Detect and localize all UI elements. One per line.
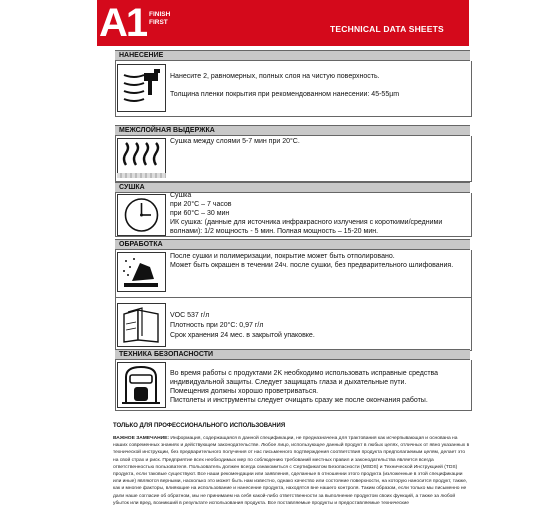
book-icon: [117, 303, 166, 347]
storage-line-1: VOC 537 г/л: [170, 312, 210, 319]
flash-line-1: Сушка между слоями 5-7 мин при 20°C.: [170, 138, 300, 145]
section-header-application: [115, 50, 470, 61]
drying-line-3: при 60°C – 30 мин: [170, 210, 230, 217]
drying-line-4: ИК сушка: (данные для источника инфракрасного излучения с короткими/средними: [170, 219, 443, 226]
section-title: ТЕХНИКА БЕЗОПАСНОСТИ: [119, 351, 214, 358]
disclaimer-body: Информация, содержащаяся в данной спецификации, не предназначена для трактования как исчерпывающая и основана на наших современных знаниях и действующем законодательстве. Любое лицо, использующее данный продукт в любых целях, отличных от явно указанных в технической инструкции, без предварительного получения от нас письменного подтверждения соответствия продукта предполагаемым целям, делает это на свой страх и риск. Предприятие всех необходимых мер по соблюдению требований местных правил и законодательства является всегда ответственностью пользователя. Пользователь должен всегда ознакомиться с Сертификатом Безопасности (MSDS) и Технической Инструкцией (TDS) продукта, если таковые существуют. Все наши рекомендации или заявления, сделанные в отношении этого продукта (изложенные в этой спецификации или иные) являются верными, насколько это может быть нам известно, однако качество или состояние поверхности, на которую наносится продукт, также, как и многие факторы, влияющие на использование и нанесение продукта, находятся вне нашего контроля. Таким образом, если только мы письменно не дали наше согласие об обратном, мы не принимаем на себя какой-либо ответственности за выполнение продуктом своих функций, а также за любой убыток или вред, возникший в результате использования продукта. Все поставляемые продукты и предоставляемые технические: [113, 436, 470, 506]
section-body-storage: [115, 297, 472, 351]
brand-logo: A1: [99, 1, 147, 45]
section-body-application: [115, 61, 472, 117]
drying-line-2: при 20°C – 7 часов: [170, 201, 232, 208]
tagline-line-2: FIRST: [149, 19, 168, 26]
safety-line-4: Пистолеты и инструменты следует очищать сразу же после окончания работы.: [170, 397, 428, 404]
section-title: НАНЕСЕНИЕ: [119, 52, 164, 59]
clock-icon: [117, 194, 166, 236]
section-header-drying: [115, 182, 470, 193]
respirator-mask-icon: [117, 362, 166, 408]
drying-line-5: волнами): 1/2 мощность - 5 мин. Полная мощность – 15-20 мин.: [170, 228, 379, 235]
application-line-1: Нанесите 2, равномерных, полных слоя на чистую поверхность.: [170, 73, 380, 80]
brand-tagline: [149, 11, 170, 27]
section-title: МЕЖСЛОЙНАЯ ВЫДЕРЖКА: [119, 127, 215, 134]
professional-use-heading: ТОЛЬКО ДЛЯ ПРОФЕССИОНАЛЬНОГО ИСПОЛЬЗОВАНИЯ: [113, 423, 286, 429]
disclaimer-text: [113, 435, 471, 507]
section-header-flash: [115, 125, 470, 136]
storage-line-2: Плотность при 20°C: 0,97 г/л: [170, 322, 264, 329]
section-title: ОБРАБОТКА: [119, 241, 163, 248]
safety-line-2: индивидуальной защиты. Следует защищать глаза и дыхательные пути.: [170, 379, 407, 386]
document-title: TECHNICAL DATA SHEETS: [330, 24, 444, 34]
spray-gun-icon: [117, 64, 166, 112]
section-title: СУШКА: [119, 184, 145, 191]
section-header-processing: [115, 239, 470, 250]
evaporation-icon: [117, 138, 166, 178]
disclaimer-label: ВАЖНОЕ ЗАМЕЧАНИЕ:: [113, 436, 170, 441]
safety-line-1: Во время работы с продуктами 2K необходимо использовать исправные средства: [170, 370, 439, 377]
safety-line-3: Помещения должны хорошо проветриваться.: [170, 388, 319, 395]
storage-line-3: Срок хранения 24 мес. в закрытой упаковке.: [170, 332, 315, 339]
processing-line-1: После сушки и полимеризации, покрытие может быть отполировано.: [170, 253, 395, 260]
processing-line-2: Может быть окрашен в течении 24ч. после сушки, без предварительного шлифования.: [170, 262, 454, 269]
tagline-line-1: FINISH: [149, 11, 171, 18]
section-header-safety: [115, 349, 470, 360]
application-line-2: Толщина пленки покрытия при рекомендованном нанесении: 45-55µm: [170, 91, 400, 98]
surface-strip: [117, 173, 166, 178]
sanding-hand-icon: [117, 252, 166, 292]
drying-line-1: Сушка: [170, 192, 192, 199]
